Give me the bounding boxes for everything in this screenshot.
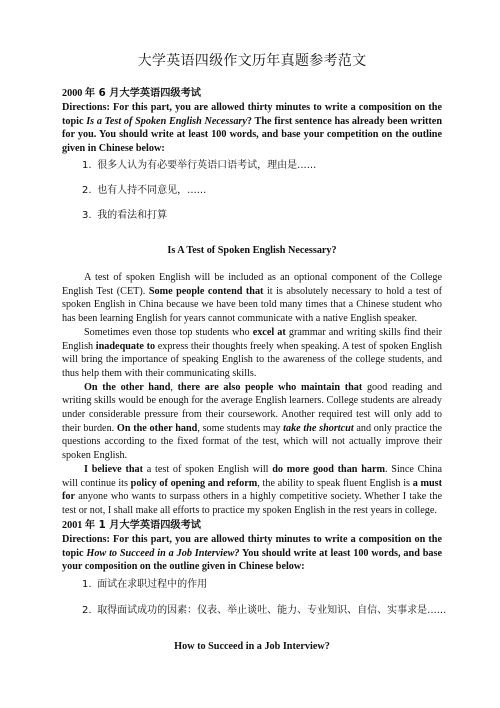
essay-paragraph-2: Sometimes even those top students who excel at grammar and writing skills find their English inadequate to express their thoughts freely when speaking. A test of spoken English will bring the importance of speaking English to the awareness of the college students, and thus help them with their communicating skills. [62,326,442,379]
outline-number: 1. [82,579,92,590]
document-title: 大学英语四级作文历年真题参考范文 [137,53,367,69]
section2-essay-title: How to Succeed in a Job Interview? [174,641,330,652]
outline-text: 也有人持不同意见，...... [97,185,207,196]
section2-dir-topic: How to Succeed in a Job Interview? [86,547,240,559]
outline-text: 我的看法和打算 [97,210,168,221]
section1-outline-item-2 [82,184,206,198]
section1-year: 2000 [62,88,83,99]
section2-dir-b: You should write at least 100 words, and base your composition on the outline given in Chinese below: [62,547,442,573]
section2-directions [62,533,442,574]
section2-outline-item-1 [82,578,207,592]
section1-essay [62,271,442,518]
outline-text: 面试在求职过程中的作用 [97,579,208,590]
section1-outline-item-1 [82,159,316,173]
outline-text: 很多人认为有必要举行英语口语考试，理由是...... [97,160,317,171]
section1-dir-topic: Is a Test of Spoken English Necessary [86,115,247,127]
outline-number: 2. [82,185,92,196]
section2-outline-item-2 [82,604,446,618]
essay-paragraph-4: I believe that a test of spoken English will do more good than harm. Since China will continue its policy of opening and reform, the ability to speak fluent English is a must for anyone who wants to surpass others in a highly competitive society. Whether I take the test or not, I shall make all efforts to practice my spoken English in the rest years in college. [62,463,442,516]
section1-dir-b: ? The first sentence has already been written for you. You should write at least 100 words, and base your competition on the outline given in Chinese below: [62,115,442,154]
section2-heading-cn: 年 1 月大学英语四级考试 [84,520,201,531]
section1-heading-cn: 年 6 月大学英语四级考试 [84,88,201,99]
outline-number: 3. [82,210,92,221]
section1-heading [62,87,201,101]
section2-year: 2001 [62,520,83,531]
outline-number: 2. [82,605,92,616]
section1-outline-item-3 [82,209,167,223]
outline-text: 取得面试成功的因素：仪表、举止谈吐、能力、专业知识、自信、实事求是...... [97,605,447,616]
section2-dir-a: Directions: For this part, you are allowed thirty minutes to write a composition on the topic [62,534,442,559]
essay-paragraph-1: A test of spoken English will be included as an optional component of the College English Test (CET). Some people contend that it is absolutely necessary to hold a test of spoken English in China because we have been told many times that a Chinese student who has been learning English for years cannot communicate with a native English speaker. [62,272,442,325]
section1-directions [62,101,442,155]
outline-number: 1. [82,160,92,171]
section1-dir-a: Directions: For this part, you are allowed thirty minutes to write a composition on the topic [62,102,442,127]
essay-paragraph-3: On the other hand, there are also people who maintain that good reading and writing skills would be enough for the average English learners. College students are already under considerable pressure from their coursework. Another required test will only add to their burden. On the other hand, some students may take the shortcut and only practice the questions according to the fixed format of the test, which will not actually improve their spoken English. [62,381,442,462]
section1-essay-title: Is A Test of Spoken English Necessary? [167,245,337,256]
section2-heading [62,519,201,533]
